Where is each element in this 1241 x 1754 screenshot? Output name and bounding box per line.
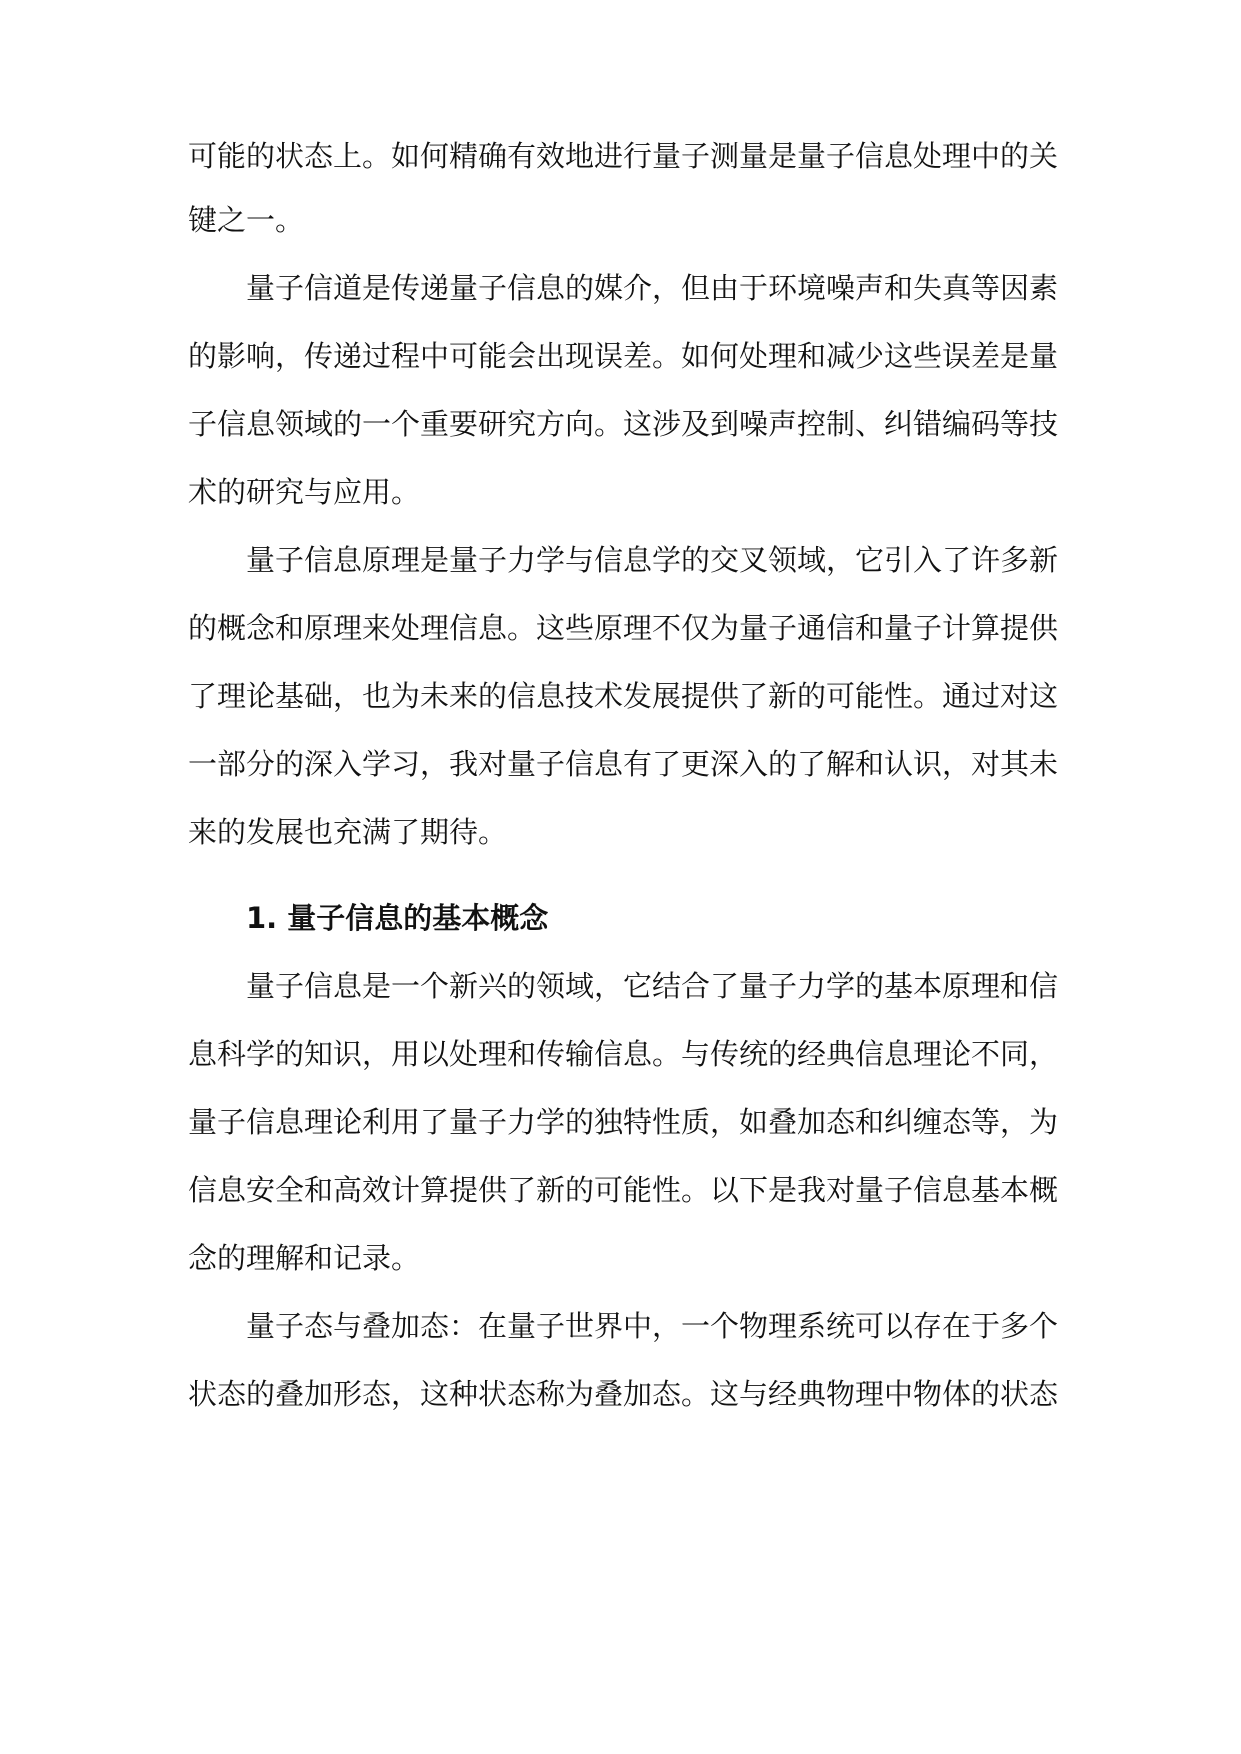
text-line: 状态的叠加形态，这种状态称为叠加态。这与经典物理中物体的状态 — [188, 1377, 1059, 1411]
text-line: 了理论基础，也为未来的信息技术发展提供了新的可能性。通过对这 — [188, 679, 1059, 713]
text-line: 的影响，传递过程中可能会出现误差。如何处理和减少这些误差是量 — [188, 339, 1059, 373]
paragraph-first-line: 量子信息原理是量子力学与信息学的交叉领域，它引入了许多新 — [246, 543, 1059, 577]
paragraph-first-line: 量子信道是传递量子信息的媒介，但由于环境噪声和失真等因素 — [246, 271, 1059, 305]
text-line: 键之一。 — [188, 203, 305, 237]
text-line: 量子信息理论利用了量子力学的独特性质，如叠加态和纠缠态等，为 — [188, 1105, 1059, 1139]
section-heading: 1. 量子信息的基本概念 — [246, 901, 549, 935]
paragraph-first-line: 量子信息是一个新兴的领域，它结合了量子力学的基本原理和信 — [246, 969, 1059, 1003]
text-line: 术的研究与应用。 — [188, 475, 421, 509]
text-line: 子信息领域的一个重要研究方向。这涉及到噪声控制、纠错编码等技 — [188, 407, 1059, 441]
text-line: 念的理解和记录。 — [188, 1241, 421, 1275]
text-line: 息科学的知识，用以处理和传输信息。与传统的经典信息理论不同， — [188, 1037, 1059, 1071]
text-line: 的概念和原理来处理信息。这些原理不仅为量子通信和量子计算提供 — [188, 611, 1059, 645]
text-line: 信息安全和高效计算提供了新的可能性。以下是我对量子信息基本概 — [188, 1173, 1059, 1207]
text-line: 一部分的深入学习，我对量子信息有了更深入的了解和认识，对其未 — [188, 747, 1059, 781]
text-line: 可能的状态上。如何精确有效地进行量子测量是量子信息处理中的关 — [188, 139, 1059, 173]
paragraph-first-line: 量子态与叠加态：在量子世界中，一个物理系统可以存在于多个 — [246, 1309, 1059, 1343]
text-line: 来的发展也充满了期待。 — [188, 815, 508, 849]
